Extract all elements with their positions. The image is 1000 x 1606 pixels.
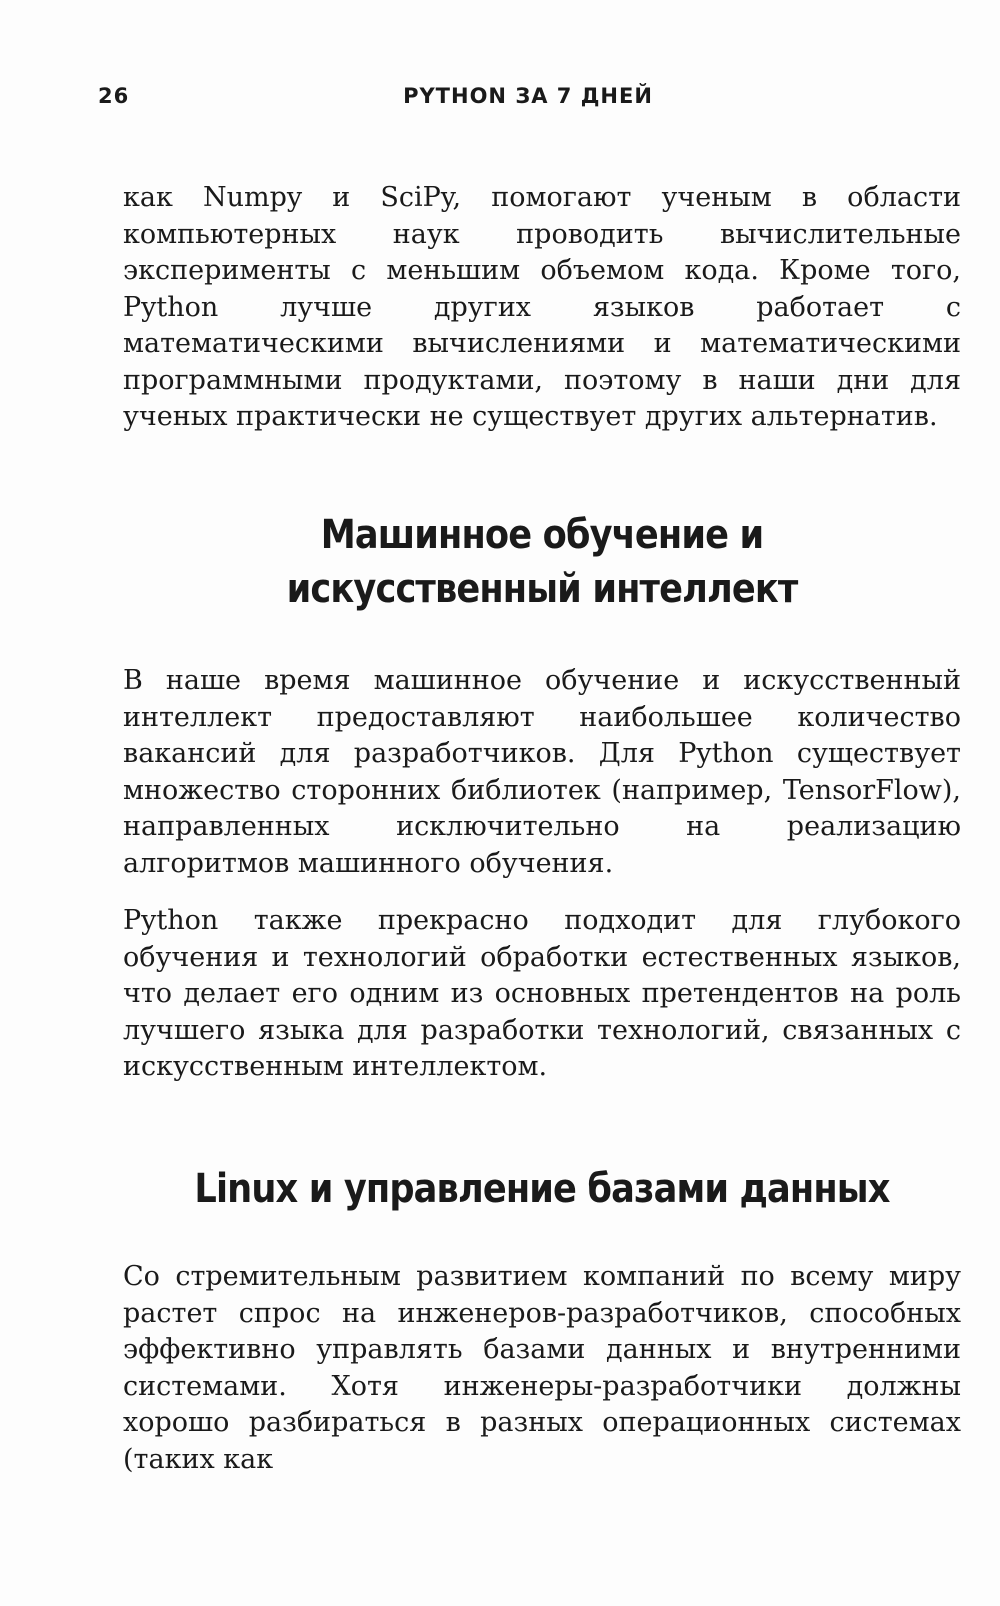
- paragraph-deep-learning: Python также прекрасно подходит для глубокого обучения и технологий обработки естественных языков, что делает его одним из основных претендентов на роль лучшего языка для разработки технологий, связанных с искусственным интеллектом.: [123, 905, 961, 1082]
- section-heading-machine-learning: Машинное обучение и искусственный интеллект: [286, 512, 798, 612]
- paragraph-ml-vacancies: В наше время машинное обучение и искусственный интеллект предоставляют наибольшее количество вакансий для разработчиков. Для Python существует множество сторонних библиотек (например, TensorFlow), направленных исключительно на реализацию алгоритмов машинного обучения.: [123, 665, 961, 879]
- book-title: PYTHON ЗА 7 ДНЕЙ: [403, 84, 653, 108]
- paragraph-database-management: Со стремительным развитием компаний по всему миру растет спрос на инженеров-разработчиков, способных эффективно управлять базами данных и внутренними системами. Хотя инженеры-разработчики должны хорошо разбираться в разных операционных системах (таких как: [123, 1261, 961, 1475]
- paragraph-scientific-computing: как Numpy и SciPy, помогают ученым в области компьютерных наук проводить вычислительные эксперименты с меньшим объемом кода. Кроме того, Python лучше других языков работает с математическими вычислениями и математическими программными продуктами, поэтому в наши дни для ученых практически не существует других альтернатив.: [123, 182, 961, 432]
- page-number: 26: [98, 84, 130, 108]
- section-heading-linux-databases: Linux и управление базами данных: [194, 1166, 890, 1212]
- running-header: [98, 84, 958, 116]
